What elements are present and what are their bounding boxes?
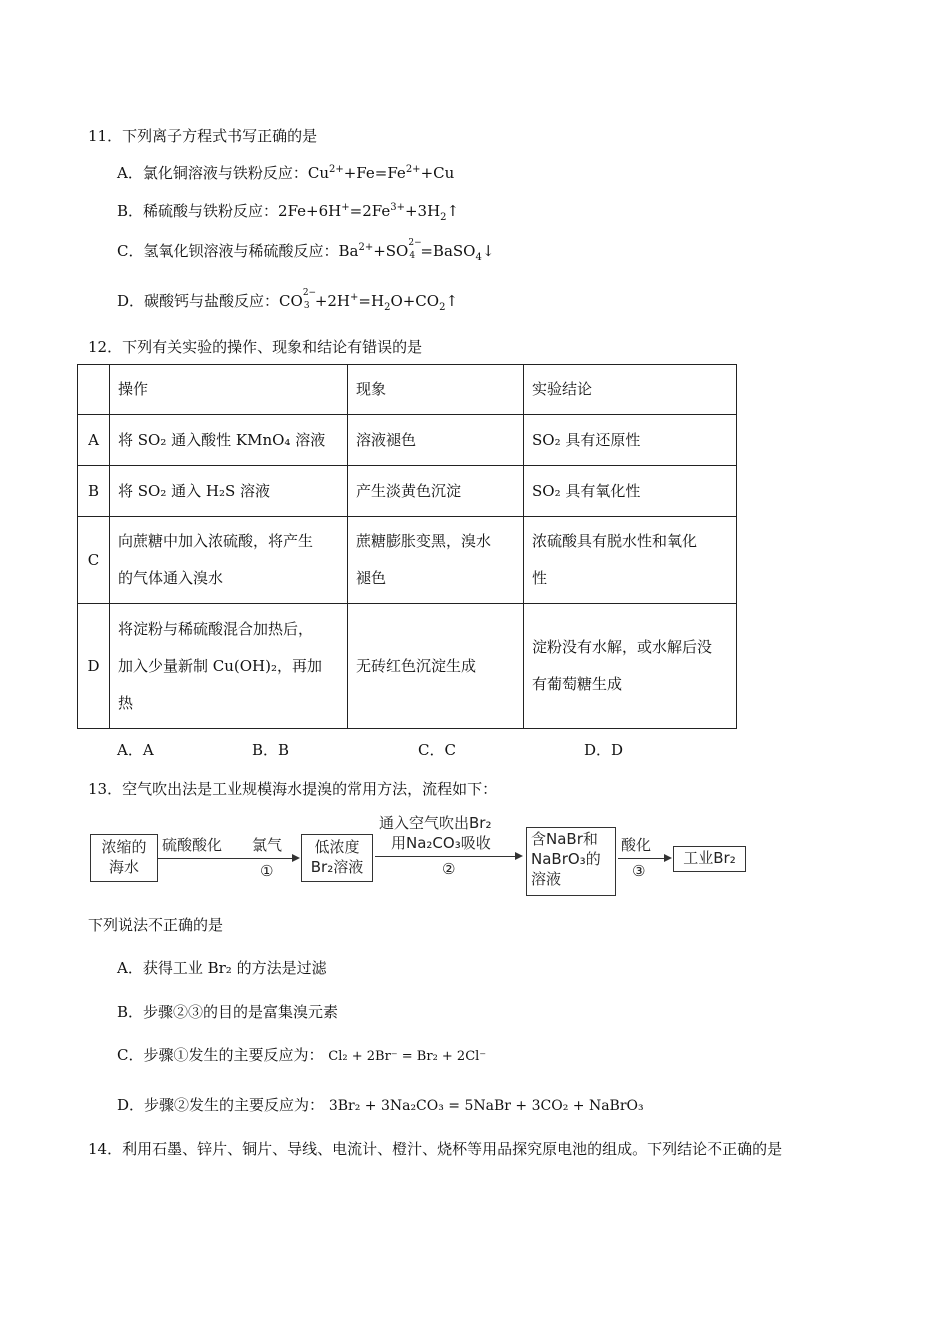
q11-stem: 11．下列离子方程式书写正确的是: [88, 127, 318, 145]
cell-line: 性: [532, 569, 548, 587]
flow-box-line: Br₂溶液: [310, 858, 364, 876]
row-phenomenon: 产生淡黄色沉淀: [348, 466, 524, 517]
flow-step1-label-chlorine: 氯气: [252, 836, 283, 854]
q12-option-a: A．A: [117, 741, 154, 759]
q11-option-b: [117, 200, 459, 221]
q13-option-c-eq: Cl₂ + 2Br⁻ = Br₂ + 2Cl⁻: [328, 1049, 487, 1064]
cell-line: 的气体通入溴水: [118, 569, 224, 587]
flow-box-seawater: [90, 834, 158, 882]
q13-option-a: A．获得工业 Br₂ 的方法是过滤: [117, 959, 327, 977]
table-header-row: [78, 365, 737, 415]
q13-option-d: [117, 1094, 644, 1115]
flow-box-low-br2: [301, 834, 373, 882]
row-phenomenon: 溶液褪色: [348, 415, 524, 466]
flow-box-industrial-br2: [673, 846, 746, 872]
row-conclusion: SO₂ 具有氧化性: [524, 466, 737, 517]
q13-option-b: B．步骤②③的目的是富集溴元素: [117, 1003, 339, 1021]
q11-option-a-text: A．氯化铜溶液与铁粉反应：: [117, 164, 308, 182]
q11-option-c-eq: $Ba^{2+}+SO$ 2− 4 =BaSO$_4$↓: [338, 238, 495, 263]
flow-arrow-2: [375, 856, 521, 857]
cell-line: 向蔗糖中加入浓硫酸，将产生: [118, 532, 314, 550]
table-corner-cell: [78, 365, 110, 415]
row-label: A: [78, 415, 110, 466]
bromine-flow-diagram: [88, 812, 758, 902]
flow-step1-number: ①: [260, 862, 274, 880]
cell-line: 加入少量新制 Cu(OH)₂，再加: [118, 656, 323, 675]
q11-option-a: [117, 162, 454, 183]
q13-option-c-text: C．步骤①发生的主要反应为：: [117, 1046, 324, 1064]
experiment-table: [77, 364, 737, 729]
row-operation: [110, 517, 348, 604]
q11-option-b-eq: $2Fe+6H^+=2Fe^{3+}+3H_2↑$: [278, 202, 460, 223]
flow-arrow-3: [618, 858, 670, 859]
cell-line: 有葡萄糖生成: [532, 675, 623, 693]
table-row: [78, 415, 737, 466]
q13-sub-stem: 下列说法不正确的是: [88, 916, 224, 934]
flow-step1-label-top: 硫酸酸化: [162, 836, 223, 854]
q11-option-d-text: D．碳酸钙与盐酸反应：: [117, 292, 280, 310]
q11-option-c: [117, 240, 494, 264]
flow-box-line: 浓缩的: [101, 838, 147, 856]
row-operation: [110, 604, 348, 729]
header-conclusion: 实验结论: [524, 365, 737, 415]
flow-box-line: 溶液: [531, 870, 562, 888]
flow-arrow-1: [158, 858, 298, 859]
table-row: [78, 604, 737, 729]
q11-option-c-text: C．氢氧化钡溶液与稀硫酸反应：: [117, 242, 339, 260]
q11-option-b-text: B．稀硫酸与铁粉反应：: [117, 202, 279, 220]
q11-option-d: [117, 290, 458, 314]
flow-box-line: 含NaBr和: [531, 830, 598, 848]
row-phenomenon: 无砖红色沉淀生成: [348, 604, 524, 729]
q13-option-d-text: D．步骤②发生的主要反应为：: [117, 1096, 325, 1114]
row-phenomenon: [348, 517, 524, 604]
row-label: B: [78, 466, 110, 517]
row-label: C: [78, 517, 110, 604]
flow-step2-number: ②: [442, 860, 456, 878]
q14-stem: 14．利用石墨、锌片、铜片、导线、电流计、橙汁、烧杯等用品探究原电池的组成。下列结论不正确的是: [88, 1140, 783, 1158]
q12-option-b: B．B: [252, 741, 290, 759]
q12-stem: 12．下列有关实验的操作、现象和结论有错误的是: [88, 338, 423, 356]
cell-line: 褪色: [356, 569, 387, 587]
cell-line: 蔗糖膨胀变黑，溴水: [356, 532, 492, 550]
row-conclusion: [524, 517, 737, 604]
table-row: [78, 517, 737, 604]
flow-box-line: 低浓度: [314, 838, 360, 856]
table-row: [78, 466, 737, 517]
header-phenomenon: 现象: [348, 365, 524, 415]
flow-step2-label-top: 通入空气吹出Br₂: [379, 814, 492, 832]
flow-step3-number: ③: [632, 862, 646, 880]
flow-step2-label-mid: 用Na₂CO₃吸收: [391, 834, 491, 852]
q13-option-d-eq: 3Br₂ + 3Na₂CO₃ = 5NaBr + 3CO₂ + NaBrO₃: [328, 1098, 644, 1114]
flow-step3-label: 酸化: [621, 836, 652, 854]
q12-option-c: C．C: [418, 741, 456, 759]
row-conclusion: SO₂ 具有还原性: [524, 415, 737, 466]
cell-line: 将淀粉与稀硫酸混合加热后，: [118, 619, 314, 638]
q13-stem: 13．空气吹出法是工业规模海水提溴的常用方法，流程如下：: [88, 780, 498, 798]
flow-box-line: 工业Br₂: [683, 849, 736, 867]
flow-box-line: 海水: [108, 858, 139, 876]
cell-line: 淀粉没有水解，或水解后没: [532, 638, 713, 656]
q13-option-c: [117, 1044, 486, 1065]
header-operation: 操作: [110, 365, 348, 415]
q11-option-d-eq: CO 2− 3 $+2H^+=H_2O+CO_2↑$: [279, 288, 459, 313]
q12-option-d: D．D: [584, 741, 624, 759]
flow-box-line: NaBrO₃的: [531, 850, 601, 868]
cell-line: 热: [118, 693, 134, 712]
cell-line: 浓硫酸具有脱水性和氧化: [532, 532, 698, 550]
q11-option-a-eq: $Cu^{2+}+Fe=Fe^{2+}+Cu$: [307, 164, 455, 182]
row-operation: 将 SO₂ 通入酸性 KMnO₄ 溶液: [110, 415, 348, 466]
row-operation: 将 SO₂ 通入 H₂S 溶液: [110, 466, 348, 517]
row-conclusion: [524, 604, 737, 729]
row-label: D: [78, 604, 110, 729]
flow-box-nabr: [526, 827, 616, 896]
